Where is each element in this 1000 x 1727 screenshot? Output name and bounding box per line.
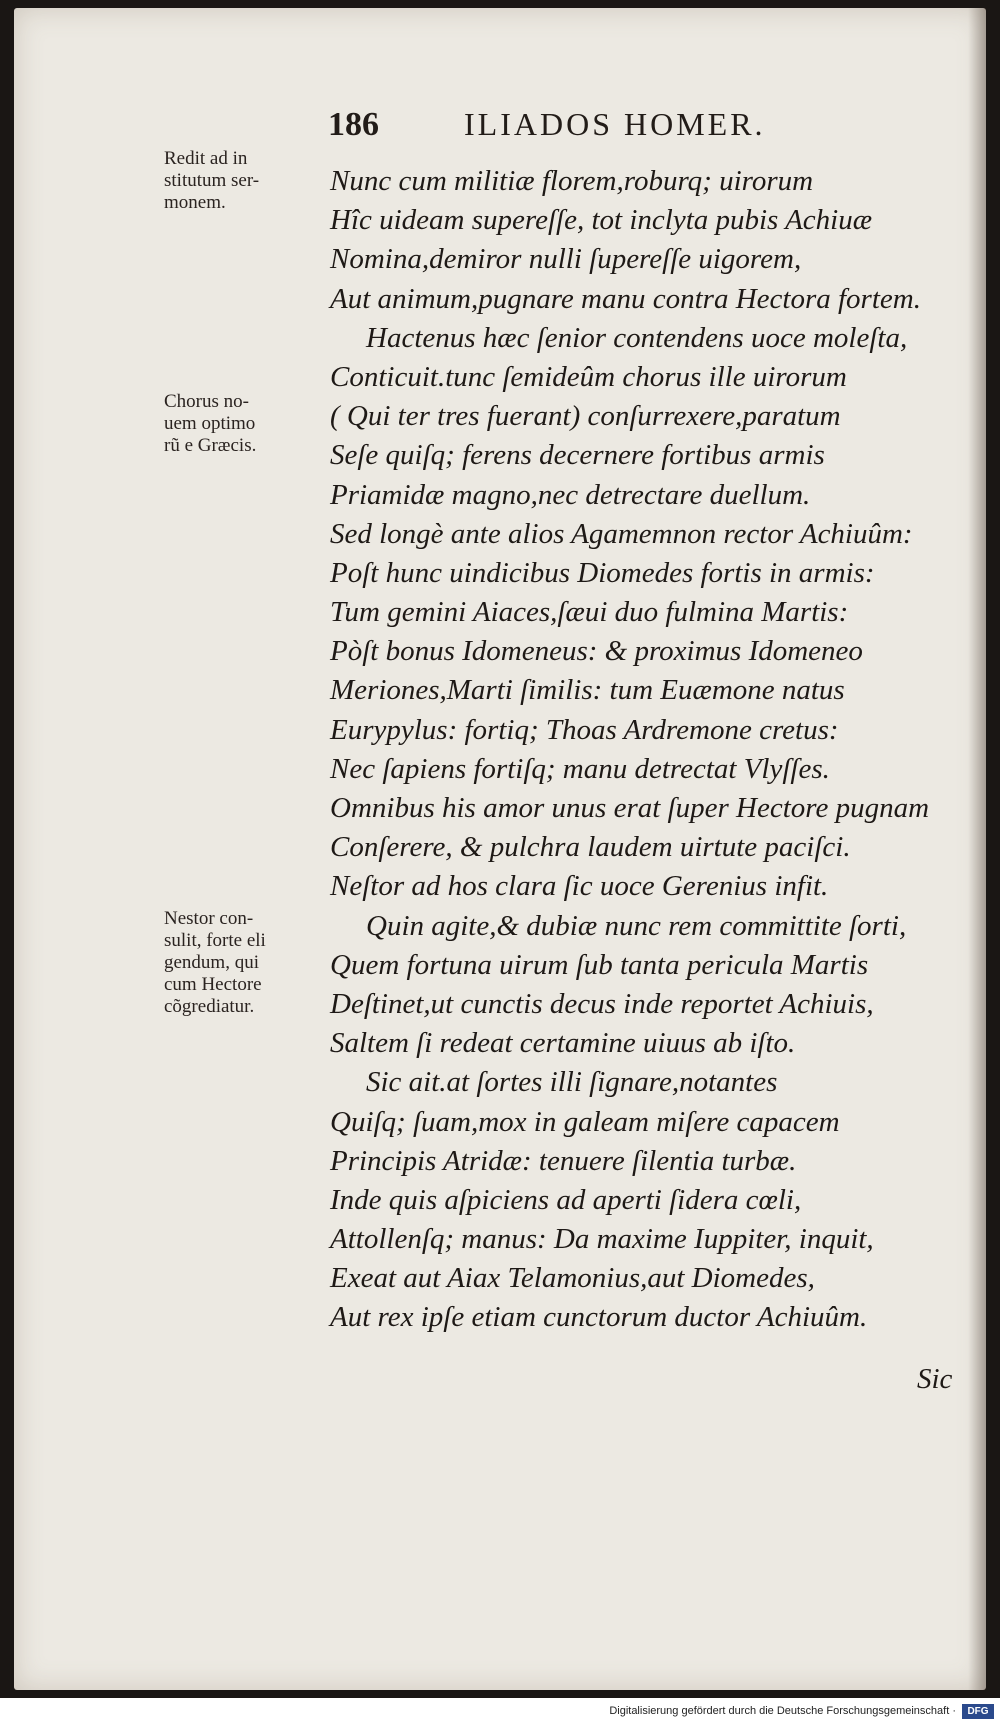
digitization-footer (0, 1698, 1000, 1727)
verse-line: Seſe quiſq; ferens decernere fortibus armis (330, 439, 825, 472)
dfg-logo-icon: DFG (962, 1704, 994, 1719)
marginal-note-line: rũ e Græcis. (164, 435, 257, 456)
marginal-note (164, 908, 314, 1018)
marginal-note-line: uem optimo (164, 413, 256, 434)
verse-line: Sic ait.at ſortes illi ſignare,notantes (366, 1066, 778, 1099)
verse-line: Neſtor ad hos clara ſic uoce Gerenius infit. (330, 870, 829, 903)
verse-line: Sed longè ante alios Agamemnon rector Achiuûm: (330, 517, 913, 550)
verse-line: Quiſq; ſuam,mox in galeam miſere capacem (330, 1105, 840, 1138)
verse-line: Omnibus his amor unus erat ſuper Hectore pugnam (330, 792, 930, 824)
marginal-note-line: Chorus no- (164, 391, 249, 412)
verse-line: Saltem ſi redeat certamine uiuus ab iſto. (330, 1027, 796, 1060)
verse-line: Aut rex ipſe etiam cunctorum ductor Achiuûm. (330, 1301, 868, 1334)
verse-line: Tum gemini Aiaces,ſæui duo fulmina Martis: (330, 596, 849, 629)
verse-line: Meriones,Marti ſimilis: tum Euæmone natus (330, 674, 845, 707)
verse-line: Attollenſq; manus: Da maxime Iuppiter, inquit, (330, 1223, 874, 1256)
marginal-note-line: gendum, qui (164, 952, 259, 973)
verse-line: Deſtinet,ut cunctis decus inde reportet Achiuis, (330, 987, 874, 1020)
verse-line: Quem fortuna uirum ſub tanta pericula Martis (330, 948, 869, 981)
verse-line: Hîc uideam supereſſe, tot inclyta pubis Achiuæ (330, 204, 873, 237)
running-title: ILIADOS HOMER. (464, 106, 766, 142)
book-page (14, 8, 986, 1690)
marginal-note-line: cõgrediatur. (164, 996, 255, 1017)
funding-credit: Digitalisierung gefördert durch die Deutsche Forschungsgemeinschaft · (609, 1705, 956, 1717)
marginal-note-line: stitutum ser- (164, 170, 260, 191)
verse-line: Inde quis aſpiciens ad aperti ſidera cœli, (330, 1183, 802, 1216)
folio-number: 186 (328, 106, 379, 143)
marginal-note-line: Redit ad in (164, 148, 248, 169)
verse-line: Aut animum,pugnare manu contra Hectora fortem. (330, 282, 921, 315)
verse-line: Nec ſapiens fortiſq; manu detrectat Vlyſſes. (330, 752, 830, 785)
marginal-note-line: Nestor con- (164, 908, 254, 929)
marginal-note-line: sulit, forte eli (164, 930, 266, 951)
verse-line: Principis Atridæ: tenuere ſilentia turbæ. (330, 1144, 797, 1177)
marginal-note (164, 148, 314, 214)
page-header (314, 106, 874, 152)
verse-line: Exeat aut Aiax Telamonius,aut Diomedes, (330, 1262, 815, 1295)
verse-line: Nunc cum militiæ florem,roburq; uirorum (330, 165, 814, 197)
verse-line: Eurypylus: fortiq; Thoas Ardremone cretus: (330, 713, 839, 746)
catchword: Sic (917, 1363, 953, 1395)
verse-line: Nomina,demiror nulli ſupereſſe uigorem, (330, 243, 802, 276)
marginal-note-line: cum Hectore (164, 974, 262, 995)
verse-block (330, 162, 970, 1338)
verse-line: Hactenus hæc ſenior contendens uoce moleſta, (366, 321, 908, 354)
verse-line: Conticuit.tunc ſemideûm chorus ille uirorum (330, 360, 847, 393)
verse-line: Poſt hunc uindicibus Diomedes fortis in armis: (330, 556, 875, 589)
verse-line: Quin agite,& dubiæ nunc rem committite ſorti, (366, 909, 907, 942)
verse-line: ( Qui ter tres fuerant) conſurrexere,paratum (330, 400, 841, 433)
marginal-note (164, 391, 314, 457)
marginal-note-line: monem. (164, 192, 226, 213)
verse-line: Priamidæ magno,nec detrectare duellum. (330, 478, 811, 511)
verse-line: Conſerere, & pulchra laudem uirtute paciſci. (330, 831, 851, 864)
verse-line: Pòſt bonus Idomeneus: & proximus Idomeneo (330, 635, 863, 668)
